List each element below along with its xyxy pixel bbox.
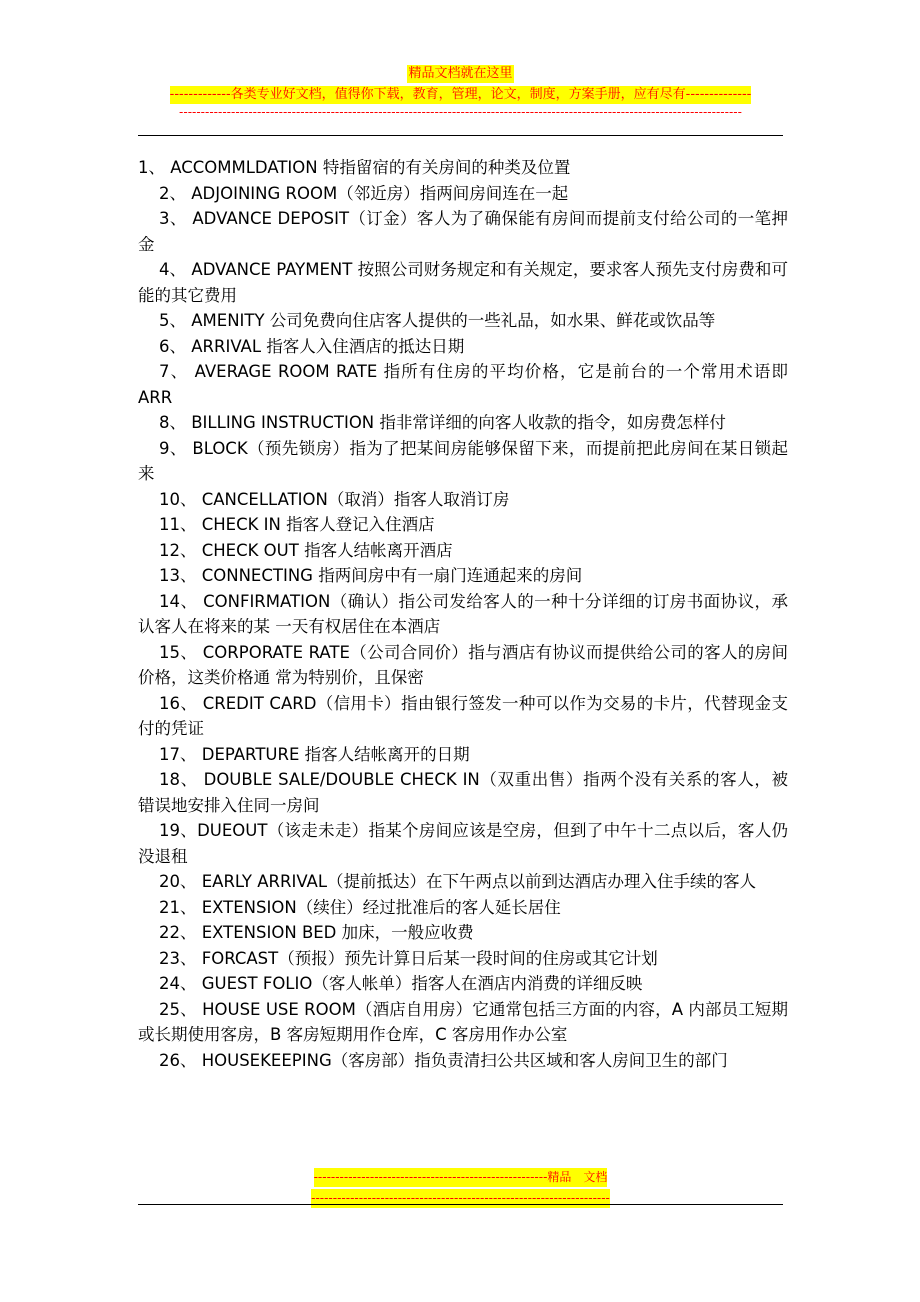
glossary-entry: 1、 ACCOMMLDATION 特指留宿的有关房间的种类及位置	[138, 158, 571, 177]
glossary-entry: 9、 BLOCK（预先锁房）指为了把某间房能够保留下来，而提前把此房间在某日锁起来	[138, 438, 788, 483]
glossary-entry: 6、 ARRIVAL 指客人入住酒店的抵达日期	[159, 336, 465, 356]
glossary-entry: 26、 HOUSEKEEPING（客房部）指负责清扫公共区域和客人房间卫生的部门	[159, 1050, 728, 1070]
glossary-entry: 8、 BILLING INSTRUCTION 指非常详细的向客人收款的指令，如房费怎样付	[159, 413, 726, 432]
glossary-entry: 20、 EARLY ARRIVAL（提前抵达）在下午两点以前到达酒店办理入住手续的客人	[159, 872, 757, 891]
glossary-entry: 16、 CREDIT CARD（信用卡）指由银行签发一种可以作为交易的卡片，代替现金支付的凭证	[138, 693, 788, 738]
glossary-entry: 11、 CHECK IN 指客人登记入住酒店	[159, 515, 435, 534]
glossary-body	[138, 155, 788, 1073]
header-divider	[138, 135, 783, 136]
glossary-entry: 2、 ADJOINING ROOM（邻近房）指两间房间连在一起	[159, 183, 569, 203]
glossary-entry: 3、 ADVANCE DEPOSIT（订金）客人为了确保能有房间而提前支付给公司的一笔押金	[138, 209, 788, 254]
page-header	[138, 62, 783, 136]
glossary-entry: 14、 CONFIRMATION（确认）指公司发给客人的一种十分详细的订房书面协议，承认客人在将来的某 一天有权居住在本酒店	[138, 591, 788, 636]
header-title: 精品文档就在这里	[408, 66, 513, 81]
glossary-entry: 19、DUEOUT（该走未走）指某个房间应该是空房，但到了中午十二点以后，客人仍没退租	[138, 821, 788, 866]
glossary-entry: 15、 CORPORATE RATE（公司合同价）指与酒店有协议而提供给公司的客人的房间价格，这类价格通 常为特别价，且保密	[138, 642, 788, 687]
glossary-entry: 23、 FORCAST（预报）预先计算日后某一段时间的住房或其它计划	[159, 948, 658, 968]
glossary-entry: 5、 AMENITY 公司免费向住店客人提供的一些礼品，如水果、鲜花或饮品等	[159, 311, 716, 330]
glossary-entry: 18、 DOUBLE SALE/DOUBLE CHECK IN（双重出售）指两个没有关系的客人，被错误地安排入住同一房间	[138, 770, 788, 815]
glossary-entry: 21、 EXTENSION（续住）经过批准后的客人延长居住	[159, 897, 561, 917]
header-dash-line: ----------------------------------------------------------------------------------------------------------------------------------	[179, 105, 742, 119]
glossary-entry: 24、 GUEST FOLIO（客人帐单）指客人在酒店内消费的详细反映	[159, 974, 643, 993]
glossary-entry: 10、 CANCELLATION（取消）指客人取消订房	[159, 489, 510, 509]
glossary-entry: 22、 EXTENSION BED 加床，一般应收费	[159, 923, 474, 942]
footer-line-2: ---------------------------------------------------------------------	[311, 1189, 610, 1208]
footer-divider	[138, 1204, 783, 1205]
glossary-entry: 7、 AVERAGE ROOM RATE 指所有住房的平均价格，它是前台的一个常用术语即 ARR	[138, 362, 788, 407]
glossary-entry: 13、 CONNECTING 指两间房中有一扇门连通起来的房间	[159, 566, 583, 585]
glossary-entry: 25、 HOUSE USE ROOM（酒店自用房）它通常包括三方面的内容，A 内部员工短期或长期使用客房，B 客房短期用作仓库，C 客房用作办公室	[138, 999, 788, 1044]
glossary-entry: 4、 ADVANCE PAYMENT 按照公司财务规定和有关规定，要求客人预先支付房费和可能的其它费用	[138, 260, 788, 305]
glossary-entry: 12、 CHECK OUT 指客人结帐离开酒店	[159, 540, 453, 560]
page-footer	[138, 1166, 783, 1208]
footer-line-1: ------------------------------------------------------精品 文档	[314, 1168, 608, 1187]
header-tagline: -------------各类专业好文档，值得你下载，教育，管理，论文，制度，方案手册，应有尽有--------------	[169, 87, 752, 102]
glossary-entry: 17、 DEPARTURE 指客人结帐离开的日期	[159, 744, 470, 764]
